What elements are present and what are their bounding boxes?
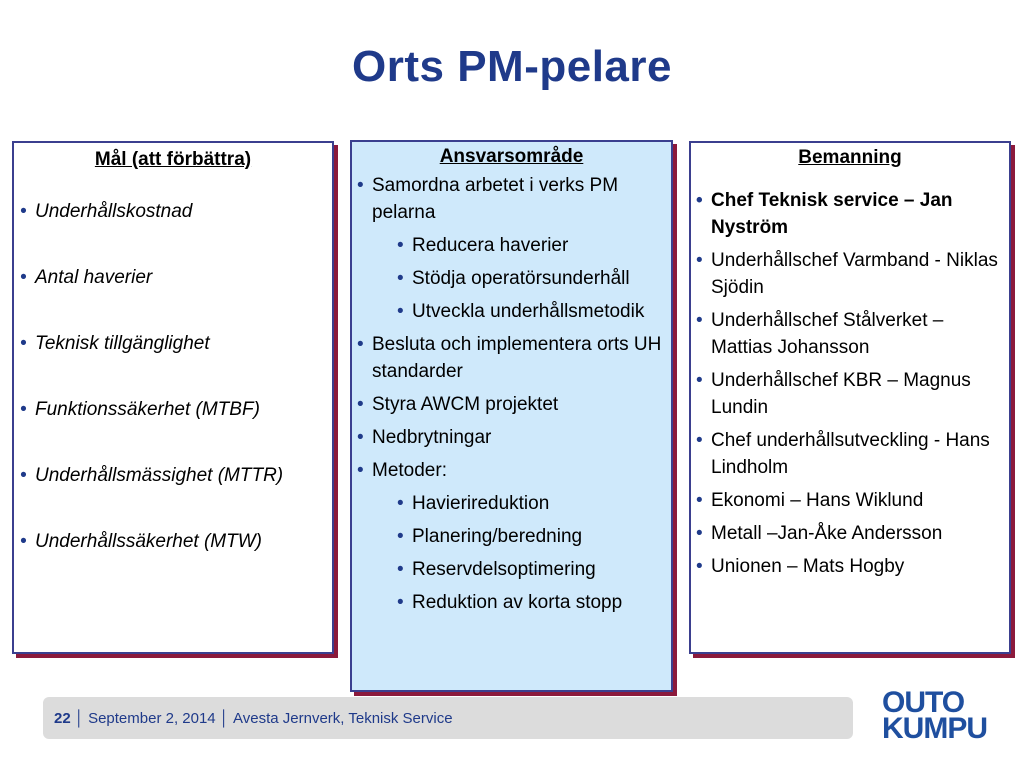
responsibility-item	[357, 331, 671, 385]
staffing-item	[696, 487, 1009, 514]
list-item-text: Reduktion av korta stopp	[412, 592, 623, 613]
staffing-item	[696, 187, 1009, 241]
goal-item	[20, 462, 332, 489]
list-item-text: Metall –Jan-Åke Andersson	[711, 523, 943, 544]
bullet-icon: •	[20, 201, 27, 222]
goal-item	[20, 198, 332, 225]
list-item-text: Samordna arbetet i verks PM pelarna	[372, 175, 619, 223]
responsibility-item	[397, 523, 671, 550]
goals-panel	[12, 141, 334, 654]
bullet-icon: •	[696, 310, 703, 331]
bullet-icon: •	[696, 490, 703, 511]
goals-heading: Mål (att förbättra)	[94, 149, 252, 170]
logo-line-1: OUTO	[882, 686, 965, 719]
list-item-text: Underhållschef Stålverket – Mattias Johansson	[711, 310, 944, 358]
bullet-icon: •	[397, 235, 404, 256]
goal-item	[20, 264, 332, 291]
bullet-icon: •	[20, 399, 27, 420]
footer-separator: │	[219, 710, 230, 727]
footer-date: September 2, 2014	[88, 710, 216, 727]
list-item-text: Underhållsmässighet (MTTR)	[35, 465, 284, 486]
list-item-text: Planering/beredning	[412, 526, 583, 547]
responsibility-item	[397, 556, 671, 583]
bullet-icon: •	[20, 333, 27, 354]
outokumpu-logo	[882, 686, 992, 748]
footer	[54, 710, 453, 727]
bullet-icon: •	[696, 556, 703, 577]
staffing-list	[696, 187, 1009, 580]
list-item-text: Ekonomi – Hans Wiklund	[711, 490, 924, 511]
bullet-icon: •	[20, 531, 27, 552]
staffing-item	[696, 553, 1009, 580]
bullet-icon: •	[357, 394, 364, 415]
responsibility-item	[397, 265, 671, 292]
staffing-heading: Bemanning	[798, 147, 902, 168]
list-item-text: Underhållschef KBR – Magnus Lundin	[711, 370, 971, 418]
slide-title: Orts PM-pelare	[352, 42, 672, 91]
staffing-item	[696, 307, 1009, 361]
responsibility-item	[397, 589, 671, 616]
goal-item	[20, 396, 332, 423]
footer-separator: │	[74, 710, 85, 727]
page-number: 22	[54, 710, 71, 727]
footer-location: Avesta Jernverk, Teknisk Service	[233, 710, 453, 727]
bullet-icon: •	[20, 267, 27, 288]
responsibility-item	[357, 391, 671, 418]
bullet-icon: •	[397, 592, 404, 613]
bullet-icon: •	[696, 250, 703, 271]
staffing-item	[696, 367, 1009, 421]
bullet-icon: •	[397, 559, 404, 580]
staffing-panel	[689, 141, 1011, 654]
logo-line-2: KUMPU	[882, 712, 987, 745]
staffing-item	[696, 247, 1009, 301]
responsibility-item	[397, 232, 671, 259]
bullet-icon: •	[397, 301, 404, 322]
responsibility-heading: Ansvarsområde	[439, 146, 584, 167]
list-item-text: Reservdelsoptimering	[412, 559, 596, 580]
bullet-icon: •	[357, 427, 364, 448]
bullet-icon: •	[696, 523, 703, 544]
list-item-text: Chef Teknisk service – Jan Nyström	[711, 190, 953, 238]
bullet-icon: •	[357, 175, 364, 196]
list-item-text: Stödja operatörsunderhåll	[412, 268, 630, 289]
responsibility-item	[357, 424, 671, 451]
responsibility-panel	[350, 140, 673, 692]
staffing-item	[696, 520, 1009, 547]
list-item-text: Besluta och implementera orts UH standarder	[372, 334, 662, 382]
bullet-icon: •	[397, 493, 404, 514]
responsibility-item	[357, 457, 671, 484]
list-item-text: Havierireduktion	[412, 493, 550, 514]
list-item-text: Utveckla underhållsmetodik	[412, 301, 645, 322]
list-item-text: Underhållschef Varmband - Niklas Sjödin	[711, 250, 998, 298]
list-item-text: Reducera haverier	[412, 235, 569, 256]
bullet-icon: •	[397, 268, 404, 289]
bullet-icon: •	[397, 526, 404, 547]
list-item-text: Unionen – Mats Hogby	[711, 556, 905, 577]
bullet-icon: •	[696, 190, 703, 211]
goals-list	[20, 198, 332, 555]
responsibility-item	[397, 298, 671, 325]
list-item-text: Antal haverier	[35, 267, 153, 288]
bullet-icon: •	[696, 370, 703, 391]
bullet-icon: •	[20, 465, 27, 486]
goal-item	[20, 528, 332, 555]
bullet-icon: •	[357, 460, 364, 481]
list-item-text: Metoder:	[372, 460, 447, 481]
responsibility-list	[357, 172, 671, 616]
list-item-text: Underhållskostnad	[35, 201, 193, 222]
responsibility-item	[357, 172, 671, 226]
list-item-text: Funktionssäkerhet (MTBF)	[35, 399, 260, 420]
list-item-text: Nedbrytningar	[372, 427, 492, 448]
goal-item	[20, 330, 332, 357]
staffing-item	[696, 427, 1009, 481]
bullet-icon: •	[696, 430, 703, 451]
list-item-text: Teknisk tillgänglighet	[35, 333, 210, 354]
bullet-icon: •	[357, 334, 364, 355]
list-item-text: Styra AWCM projektet	[372, 394, 559, 415]
list-item-text: Underhållssäkerhet (MTW)	[35, 531, 262, 552]
list-item-text: Chef underhållsutveckling - Hans Lindholm	[711, 430, 990, 478]
responsibility-item	[397, 490, 671, 517]
